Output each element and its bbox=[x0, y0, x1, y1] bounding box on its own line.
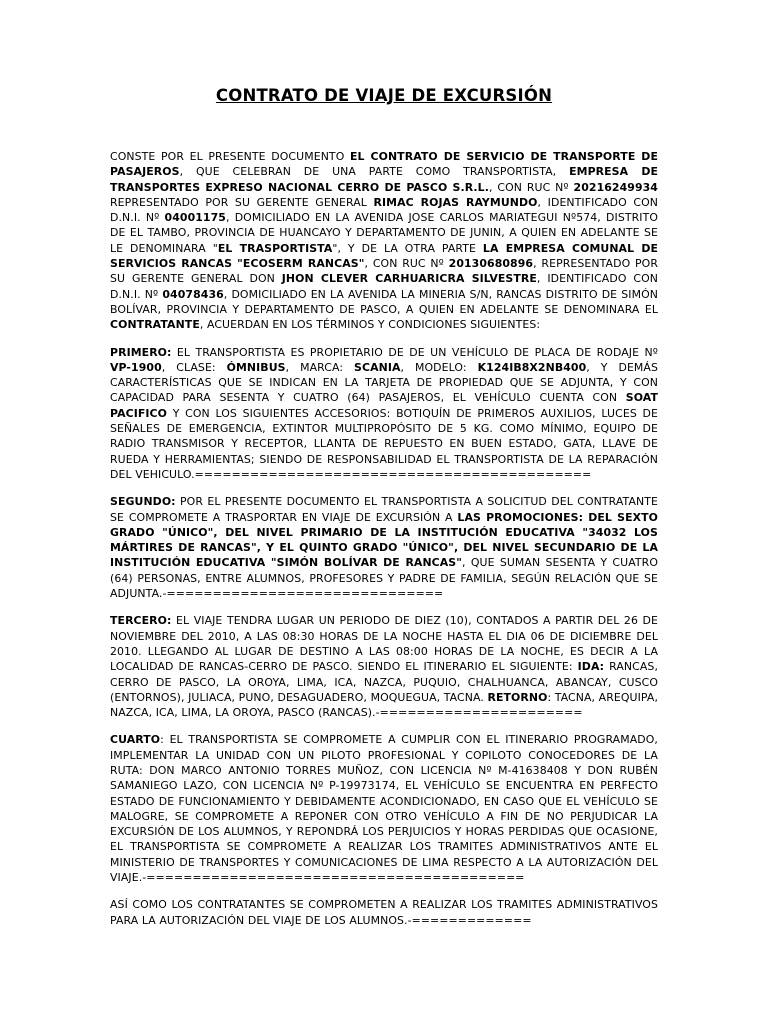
text-run: , IDENTIFICADO CON D.N.I. Nº bbox=[110, 272, 658, 301]
bold-text: 20130680896 bbox=[448, 257, 534, 271]
bold-text: CONTRATANTE bbox=[110, 318, 200, 332]
document-title: CONTRATO DE VIAJE DE EXCURSIÓN bbox=[215, 86, 553, 105]
bold-text: LAS PROMOCIONES: DEL SEXTO GRADO "ÚNICO", DEL NIVEL PRIMARIO DE LA INSTITUCIÓN EDUCATIVA "34032 LOS MÁRTIRES DE RANCAS", Y EL QUINTO GRADO "ÚNICO", DEL NIVEL SECUNDARIO DE LA INSTITUCIÓN EDUCATIVA "SIMÓN BOLÍVAR DE RANCAS" bbox=[110, 510, 658, 570]
text-run: POR EL PRESENTE DOCUMENTO EL TRANSPORTISTA A SOLICITUD DEL CONTRATANTE SE COMPROMETE A TRASPORTAR EN VIAJE DE EXCURSIÓN A bbox=[110, 495, 658, 524]
bold-text: VP-1900 bbox=[110, 360, 162, 374]
bold-text: EL TRASPORTISTA bbox=[217, 241, 333, 255]
bold-text: PRIMERO: bbox=[110, 345, 172, 359]
bold-text: EMPRESA DE TRANSPORTES EXPRESO NACIONAL CERRO DE PASCO S.R.L. bbox=[110, 165, 658, 194]
text-run: Y CON LOS SIGUIENTES ACCESORIOS: BOTIQUÍN DE PRIMEROS AUXILIOS, LUCES DE SEÑALES DE EMERGENCIA, EXTINTOR MULTIPROPÓSITO DE 5 KG. COMO MÍNIMO, EQUIPO DE RADIO TRANSMISOR Y RECEPTOR, LLANTA DE REPUESTO EN BUEN ESTADO, GATA, LLAVE DE RUEDA Y HERRAMIENTAS; SIENDO DE RESPONSABILIDAD EL TRANSPORTISTA DE LA REPARACIÓN DEL VEHICULO.=========================================== bbox=[110, 406, 658, 481]
bold-text: CUARTO bbox=[110, 733, 161, 747]
bold-text: ÓMNIBUS bbox=[226, 360, 286, 374]
bold-text: RIMAC ROJAS RAYMUNDO bbox=[373, 195, 538, 209]
text-run: , QUE CELEBRAN DE UNA PARTE COMO TRANSPORTISTA, bbox=[179, 165, 570, 179]
bold-text: 04078436 bbox=[162, 287, 224, 301]
bold-text: LA EMPRESA COMUNAL DE SERVICIOS RANCAS "ECOSERM RANCAS" bbox=[110, 241, 659, 271]
bold-text: JHON CLEVER CARHUARICRA SILVESTRE bbox=[281, 272, 537, 286]
bold-text: 20216249934 bbox=[573, 180, 658, 194]
paragraph-cuarto bbox=[110, 732, 658, 885]
text-run: , CON RUC Nº bbox=[364, 257, 449, 271]
text-run: , Y DEMÁS CARACTERÍSTICAS QUE SE INDICAN EN LA TARJETA DE PROPIEDAD QUE SE ADJUNTA, Y CON CAPACIDAD PARA SESENTA Y CUATRO (64) PASAJEROS, EL VEHÍCULO CUENTA CON bbox=[110, 360, 658, 405]
bold-text: SOAT PACIFICO bbox=[110, 391, 658, 420]
text-run: REPRESENTADO POR SU GERENTE GENERAL bbox=[110, 195, 374, 209]
bold-text: TERCERO: bbox=[110, 614, 172, 628]
paragraph-closing bbox=[110, 897, 658, 928]
paragraph-intro bbox=[110, 149, 658, 333]
bold-text: K124IB8X2NB400 bbox=[477, 360, 587, 374]
bold-text: RETORNO bbox=[487, 690, 548, 704]
text-run: ASÍ COMO LOS CONTRATANTES SE COMPROMETEN A REALIZAR LOS TRAMITES ADMINISTRATIVOS PARA LA AUTORIZACIÓN DEL VIAJE DE LOS ALUMNOS.-============= bbox=[110, 898, 658, 927]
document-body bbox=[110, 149, 658, 940]
text-run: , DOMICILIADO EN LA AVENIDA LA MINERIA S/N, RANCAS DISTRITO DE SIMÓN BOLÍVAR, PROVINCIA Y DEPARTAMENTO DE PASCO, A QUIEN EN ADELANTE SE DENOMINARA EL bbox=[110, 287, 658, 316]
text-run: CONSTE POR EL PRESENTE DOCUMENTO bbox=[110, 150, 350, 163]
text-run: RANCAS, CERRO DE PASCO, LA OROYA, LIMA, ICA, NAZCA, PUQUIO, CHALHUANCA, ABANCAY, CUSCO (ENTORNOS), JULIACA, PUNO, DESAGUADERO, MOQUEGUA, TACNA. bbox=[110, 660, 659, 704]
text-run: ", Y DE LA OTRA PARTE bbox=[332, 241, 483, 255]
bold-text: 04001175 bbox=[164, 211, 226, 225]
text-run: , IDENTIFICADO CON D.N.I. Nº bbox=[110, 195, 659, 225]
bold-text: SCANIA bbox=[354, 360, 401, 374]
text-run: , REPRESENTADO POR SU GERENTE GENERAL DON bbox=[110, 257, 659, 286]
text-run: , CLASE: bbox=[161, 360, 227, 374]
text-run: , CON RUC Nº bbox=[488, 180, 574, 194]
text-run: , QUE SUMAN SESENTA Y CUATRO (64) PERSONAS, ENTRE ALUMNOS, PROFESORES Y PADRE DE FAMILIA, SEGÚN RELACIÓN QUE SE ADJUNTA.-============================== bbox=[110, 556, 658, 601]
text-run: EL TRANSPORTISTA ES PROPIETARIO DE DE UN VEHÍCULO DE PLACA DE RODAJE Nº bbox=[171, 345, 658, 359]
paragraph-segundo bbox=[110, 494, 658, 601]
paragraph-tercero bbox=[110, 613, 658, 720]
bold-text: EL CONTRATO DE SERVICIO DE TRANSPORTE DE PASAJEROS bbox=[110, 150, 658, 179]
text-run: , MARCA: bbox=[285, 360, 355, 374]
text-run: : TACNA, AREQUIPA, NAZCA, ICA, LIMA, LA OROYA, PASCO (RANCAS).-====================== bbox=[110, 690, 659, 720]
bold-text: IDA: bbox=[577, 660, 605, 674]
bold-text: SEGUNDO: bbox=[110, 495, 176, 509]
text-run: : EL TRANSPORTISTA SE COMPROMETE A CUMPLIR CON EL ITINERARIO PROGRAMADO, IMPLEMENTAR LA UNIDAD CON UN PILOTO PROFESIONAL Y COPILOTO CONOCEDORES DE LA RUTA: DON MARCO ANTONIO TORRES MUÑOZ, CON LICENCIA Nº M-41638408 Y DON RUBÉN SAMANIEGO LAZO, CON LICENCIA Nº P-19973174, EL VEHÍCULO SE ENCUENTRA EN PERFECTO ESTADO DE FUNCIONAMIENTO Y DEBIDAMENTE ACONDICIONADO, EN CASO QUE EL VEHÍCULO SE MALOGRE, SE COMPROMETE A REPONER CON OTRO VEHÍCULO A FIN DE NO PERJUDICAR LA EXCURSIÓN DE LOS ALUMNOS, Y REPONDRÁ LOS PERJUICIOS Y HORAS PERDIDAS QUE OCASIONE, EL TRANSPORTISTA SE COMPROMETE A REALIZAR LOS TRAMITES ADMINISTRATIVOS ANTE EL MINISTERIO DE TRANSPORTES Y COMUNICACIONES DE LIMA RESPECTO A LA AUTORIZACIÓN DEL VIAJE.-========================================= bbox=[110, 733, 658, 885]
text-run: , ACUERDAN EN LOS TÉRMINOS Y CONDICIONES SIGUIENTES: bbox=[199, 318, 541, 332]
text-run: , DOMICILIADO EN LA AVENIDA JOSE CARLOS MARIATEGUI Nº574, DISTRITO DE EL TAMBO, PROVINCIA DE HUANCAYO Y DEPARTAMENTO DE JUNIN, A QUIEN EN ADELANTE SE LE DENOMINARA " bbox=[110, 211, 658, 255]
text-run: EL VIAJE TENDRA LUGAR UN PERIODO DE DIEZ (10), CONTADOS A PARTIR DEL 26 DE NOVIEMBRE DEL 2010, A LAS 08:30 HORAS DE LA NOCHE HASTA EL DIA 06 DE DICIEMBRE DEL 2010. LLEGANDO AL LUGAR DE DESTINO A LAS 08:00 HORAS DE LA NOCHE, ES DECIR A LA LOCALIDAD DE RANCAS-CERRO DE PASCO. SIENDO EL ITINERARIO EL SIGUIENTE: bbox=[110, 614, 658, 674]
paragraph-primero bbox=[110, 345, 658, 483]
text-run: , MODELO: bbox=[400, 360, 478, 374]
